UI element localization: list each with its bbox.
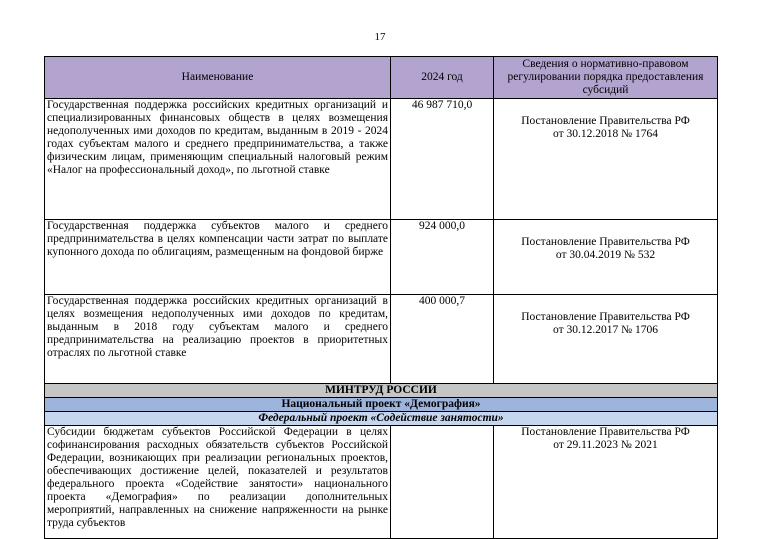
header-regulation: Сведения о нормативно-правовом регулировании порядка предоставления субсидий [494, 57, 718, 99]
subsidies-table [44, 56, 718, 539]
row-name: Субсидии бюджетам субъектов Российской Федерации в целях софинансирования расходных обязательств субъектов Российской Федерации, возникающих при реализации региональных проектов, обеспечивающих достижение целей, показателей и результатов федерального проекта «Содействие занятости» национального проекта «Демография» по реализации дополнительных мероприятий, направленных на снижение напряженности на рынке труда субъектов [45, 426, 391, 539]
row-amount: 924 000,0 [391, 220, 494, 295]
table-row [45, 99, 718, 220]
federal-project-title: Федеральный проект «Содействие занятости» [45, 412, 718, 426]
row-regulation [494, 220, 718, 295]
row-amount [391, 426, 494, 539]
table-row [45, 220, 718, 295]
national-project-row [45, 398, 718, 412]
row-regulation [494, 295, 718, 384]
regulation-line-1: Постановление Правительства РФ [521, 426, 690, 438]
row-regulation [494, 99, 718, 220]
row-name: Государственная поддержка российских кредитных организаций в целях возмещения недополученных ими доходов по кредитам, выданным в 2018 году субъектам малого и среднего предпринимательства на реализацию проектов в приоритетных отраслях по льготной ставке [45, 295, 391, 384]
regulation-line-2: от 29.11.2023 № 2021 [553, 439, 658, 451]
row-amount: 400 000,7 [391, 295, 494, 384]
federal-project-row [45, 412, 718, 426]
row-name: Государственная поддержка российских кредитных организаций и специализированных финансовых обществ в целях возмещения недополученных ими доходов по кредитам, выданным в 2019 - 2024 годах субъектам малого и среднего предпринимательства, а также физическим лицам, применяющим специальный налоговый режим «Налог на профессиональный доход», по льготной ставке [45, 99, 391, 220]
national-project-title: Национальный проект «Демография» [45, 398, 718, 412]
page-number: 17 [374, 31, 386, 43]
table-header-row [45, 57, 718, 99]
ministry-title: МИНТРУД РОССИИ [45, 384, 718, 398]
regulation-line-2: от 30.12.2018 № 1764 [553, 128, 658, 140]
header-year: 2024 год [391, 57, 494, 99]
regulation-line-2: от 30.04.2019 № 532 [555, 249, 656, 261]
table-row [45, 426, 718, 539]
row-amount: 46 987 710,0 [391, 99, 494, 220]
table-row [45, 295, 718, 384]
regulation-line-1: Постановление Правительства РФ [521, 115, 690, 127]
ministry-row [45, 384, 718, 398]
regulation-line-1: Постановление Правительства РФ [521, 236, 690, 248]
row-name: Государственная поддержка субъектов малого и среднего предпринимательства в целях компенсации части затрат по выплате купонного дохода по облигациям, размещенным на фондовой бирже [45, 220, 391, 295]
regulation-line-2: от 30.12.2017 № 1706 [553, 324, 658, 336]
row-regulation [494, 426, 718, 539]
header-name: Наименование [45, 57, 391, 99]
regulation-line-1: Постановление Правительства РФ [521, 311, 690, 323]
